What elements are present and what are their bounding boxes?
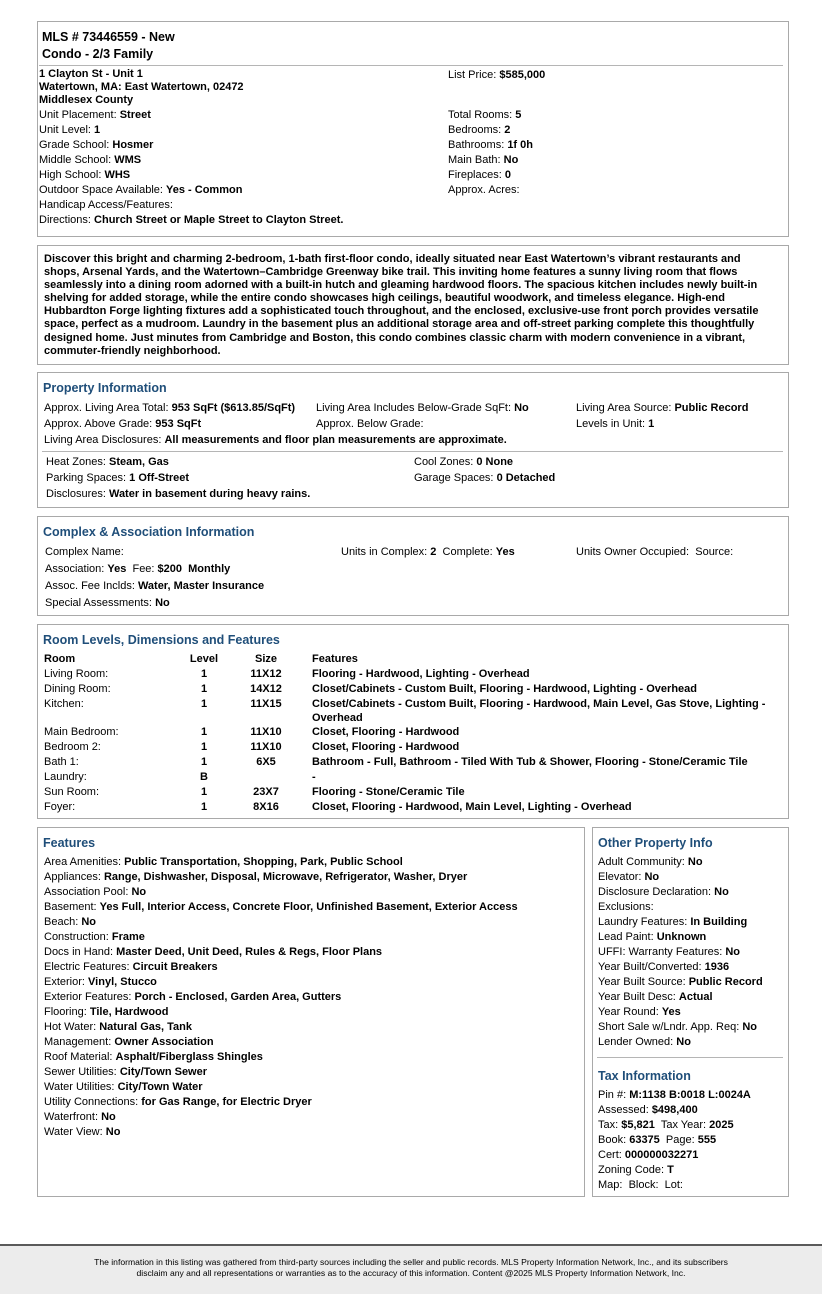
header-field: High School: WHS [39,169,131,181]
room-features: Closet, Flooring - Hardwood [312,741,460,753]
association: Association: Yes Fee: $200 Monthly [45,563,231,575]
disclosures: Disclosures: Water in basement during heavy rains. [46,488,311,500]
list-item: Utility Connections: for Gas Range, for Electric Dryer [44,1096,312,1108]
county: Middlesex County [39,94,134,106]
table-row [44,755,776,770]
header-field: Middle School: WMS [39,154,142,166]
list-item: Year Round: Yes [598,1006,681,1018]
assoc-fee-includes: Assoc. Fee Inclds: Water, Master Insurance [45,580,265,592]
above-grade: Approx. Above Grade: 953 SqFt [44,418,202,430]
other-info-title: Other Property Info [598,836,713,850]
list-item: Water View: No [44,1126,121,1138]
other-info-divider [597,1057,783,1058]
table-row [44,725,776,740]
rooms-header-features: Features [312,653,358,665]
room-features: Flooring - Stone/Ceramic Tile [312,786,465,798]
table-row [44,800,776,815]
list-price-label: List Price: [448,69,497,81]
room-level: B [200,771,208,783]
mls-number: MLS # 73446559 - New [42,30,175,44]
units-owner-occupied: Units Owner Occupied: Source: [576,546,734,558]
below-grade: Approx. Below Grade: [316,418,424,430]
room-name: Laundry: [44,771,87,783]
room-features: Closet, Flooring - Hardwood, Main Level, Lighting - Overhead [312,801,632,813]
other-info-list [598,855,763,1050]
list-item: Electric Features: Circuit Breakers [44,961,218,973]
tax-info-title: Tax Information [598,1069,691,1083]
room-name: Main Bedroom: [44,726,119,738]
levels-in-unit: Levels in Unit: 1 [576,418,655,430]
header-field: Bedrooms: 2 [448,124,511,136]
tax-assessed: Assessed: $498,400 [598,1104,698,1116]
below-grade-included: Living Area Includes Below-Grade SqFt: No [316,402,529,414]
list-item: Appliances: Range, Dishwasher, Disposal, Microwave, Refrigerator, Washer, Dryer [44,871,468,883]
room-level: 1 [200,756,208,768]
parking-spaces: Parking Spaces: 1 Off-Street [46,472,190,484]
room-size: 14X12 [250,683,282,695]
address-line-1: 1 Clayton St - Unit 1 [39,68,143,80]
rooms-header-row [44,652,776,667]
list-price-value: $585,000 [499,69,546,81]
list-item: Area Amenities: Public Transportation, Shopping, Park, Public School [44,856,403,868]
room-size: 8X16 [253,801,279,813]
room-name: Sun Room: [44,786,100,798]
tax-map-block-lot: Map: Block: Lot: [598,1179,683,1191]
list-item: Laundry Features: In Building [598,916,748,928]
cool-zones: Cool Zones: 0 None [414,456,514,468]
table-row [44,697,776,725]
list-item: Lead Paint: Unknown [598,931,707,943]
rooms-header-level: Level [189,653,219,665]
footer-line-2: disclaim any and all representations or warranties as to the accuracy of this information. Content @2025 MLS Property Information Network, Inc. [136,1268,686,1278]
room-features: Closet/Cabinets - Custom Built, Flooring - Hardwood, Main Level, Gas Stove, Lighting - Overhead [312,698,766,724]
room-size: 23X7 [253,786,279,798]
complex-name: Complex Name: [45,546,124,558]
room-features: Bathroom - Full, Bathroom - Tiled With Tub & Shower, Flooring - Stone/Ceramic Tile [312,756,748,768]
list-item: Hot Water: Natural Gas, Tank [44,1021,192,1033]
address-line-2: Watertown, MA: East Watertown, 02472 [39,81,244,93]
property-type: Condo - 2/3 Family [42,47,154,61]
garage-spaces: Garage Spaces: 0 Detached [414,472,556,484]
header-field: Unit Level: 1 [39,124,101,136]
room-name: Living Room: [44,668,109,680]
list-item: Year Built Desc: Actual [598,991,713,1003]
list-item: Elevator: No [598,871,660,883]
list-item: Association Pool: No [44,886,147,898]
tax-pin: Pin #: M:1138 B:0018 L:0024A [598,1089,751,1101]
room-level: 1 [200,741,208,753]
property-divider [42,451,783,452]
tax-amount: Tax: $5,821 Tax Year: 2025 [598,1119,734,1131]
property-info-title: Property Information [43,381,167,395]
list-item: Waterfront: No [44,1111,116,1123]
list-item: Year Built/Converted: 1936 [598,961,730,973]
room-features: Closet/Cabinets - Custom Built, Flooring - Hardwood, Lighting - Overhead [312,683,697,695]
complex-info-title: Complex & Association Information [43,525,255,539]
table-row [44,740,776,755]
room-size: 11X12 [250,668,282,680]
list-item: Water Utilities: City/Town Water [44,1081,203,1093]
room-features: - [312,771,316,783]
header-field: Fireplaces: 0 [448,169,511,181]
header-divider [39,65,783,66]
list-item: Exclusions: [598,901,654,913]
room-size: 11X15 [250,698,282,710]
list-item: Lender Owned: No [598,1036,691,1048]
room-level: 1 [200,668,208,680]
tax-info-list [598,1088,751,1193]
table-row [44,770,776,785]
directions: Directions: Church Street or Maple Street to Clayton Street. [39,214,344,226]
room-level: 1 [200,726,208,738]
list-item: Exterior: Vinyl, Stucco [44,976,157,988]
tax-cert: Cert: 000000032271 [598,1149,699,1161]
footer-disclaimer [60,1257,762,1279]
room-level: 1 [200,683,208,695]
list-item: Disclosure Declaration: No [598,886,729,898]
list-item: Construction: Frame [44,931,145,943]
list-item: Docs in Hand: Master Deed, Unit Deed, Rules & Regs, Floor Plans [44,946,383,958]
living-area-total: Approx. Living Area Total: 953 SqFt ($613.85/SqFt) [44,402,296,414]
room-size [226,770,306,785]
rooms-header-room: Room [44,653,76,665]
room-size: 11X10 [250,726,282,738]
rooms-title: Room Levels, Dimensions and Features [43,633,280,647]
header-field: Grade School: Hosmer [39,139,154,151]
table-row [44,785,776,800]
list-item: UFFI: Warranty Features: No [598,946,741,958]
header-field: Unit Placement: Street [39,109,151,121]
list-item: Exterior Features: Porch - Enclosed, Garden Area, Gutters [44,991,342,1003]
living-area-disclosures: Living Area Disclosures: All measurements and floor plan measurements are approximate. [44,434,507,446]
room-name: Kitchen: [44,698,84,710]
list-item: Adult Community: No [598,856,703,868]
list-item: Management: Owner Association [44,1036,214,1048]
list-item: Basement: Yes Full, Interior Access, Concrete Floor, Unfinished Basement, Exterior Access [44,901,518,913]
room-name: Bath 1: [44,756,79,768]
room-features: Closet, Flooring - Hardwood [312,726,460,738]
header-field: Approx. Acres: [448,184,520,196]
list-item: Roof Material: Asphalt/Fiberglass Shingles [44,1051,263,1063]
footer-line-1: The information in this listing was gathered from third-party sources including the seller and public records. MLS Property Information Network, Inc., and its subscribers [94,1257,728,1267]
remarks-text: Discover this bright and charming 2-bedroom, 1-bath first-floor condo, ideally situated near East Watertown’s vibrant restaurants and shops, Arsenal Yards, and the Watertown–Cambridge Greenway bike trail. This inviting home features a sunny living room that flows seamlessly into a dining room adorned with a built-in hutch and gleaming hardwood floors. The spacious kitchen includes newly built-in shelving for added storage, while the entire condo showcases high ceilings, beautiful woodwork, and timeless elegance. High-end Hubbardton Forge lighting fixtures add a sophisticated touch throughout, and the enclosed, exclusive-use front porch provides versatile space, perfect as a mudroom. Laundry in the basement plus an additional storage area and off-street parking complete this thoughtfully designed home. Just minutes from Cambridge and Boston, this condo combines classic charm with modern convenience in a vibrant, commuter-friendly neighborhood. [44,253,759,357]
list-price [448,68,545,82]
special-assessments: Special Assessments: No [45,597,170,609]
rooms-header-size: Size [254,653,277,665]
header-field: Total Rooms: 5 [448,109,522,121]
room-name: Bedroom 2: [44,741,101,753]
rooms-table [44,652,776,815]
room-size: 11X10 [250,741,282,753]
room-size: 6X5 [256,756,276,768]
header-field: Main Bath: No [448,154,519,166]
features-list [44,855,518,1140]
list-item: Sewer Utilities: City/Town Sewer [44,1066,208,1078]
room-features: Flooring - Hardwood, Lighting - Overhead [312,668,530,680]
table-row [44,667,776,682]
list-item: Short Sale w/Lndr. App. Req: No [598,1021,757,1033]
living-area-source: Living Area Source: Public Record [576,402,749,414]
header-field: Bathrooms: 1f 0h [448,139,533,151]
room-level: 1 [200,786,208,798]
list-item: Flooring: Tile, Hardwood [44,1006,169,1018]
room-name: Foyer: [44,801,76,813]
features-title: Features [43,836,96,850]
list-item: Beach: No [44,916,96,928]
room-level: 1 [200,801,208,813]
room-name: Dining Room: [44,683,111,695]
list-item: Year Built Source: Public Record [598,976,763,988]
header-field: Outdoor Space Available: Yes - Common [39,184,243,196]
room-level: 1 [200,698,208,710]
heat-zones: Heat Zones: Steam, Gas [46,456,169,468]
table-row [44,682,776,697]
units-in-complex: Units in Complex: 2 Complete: Yes [341,546,515,558]
tax-zoning: Zoning Code: T [598,1164,674,1176]
header-field: Handicap Access/Features: [39,199,173,211]
tax-book-page: Book: 63375 Page: 555 [598,1134,717,1146]
